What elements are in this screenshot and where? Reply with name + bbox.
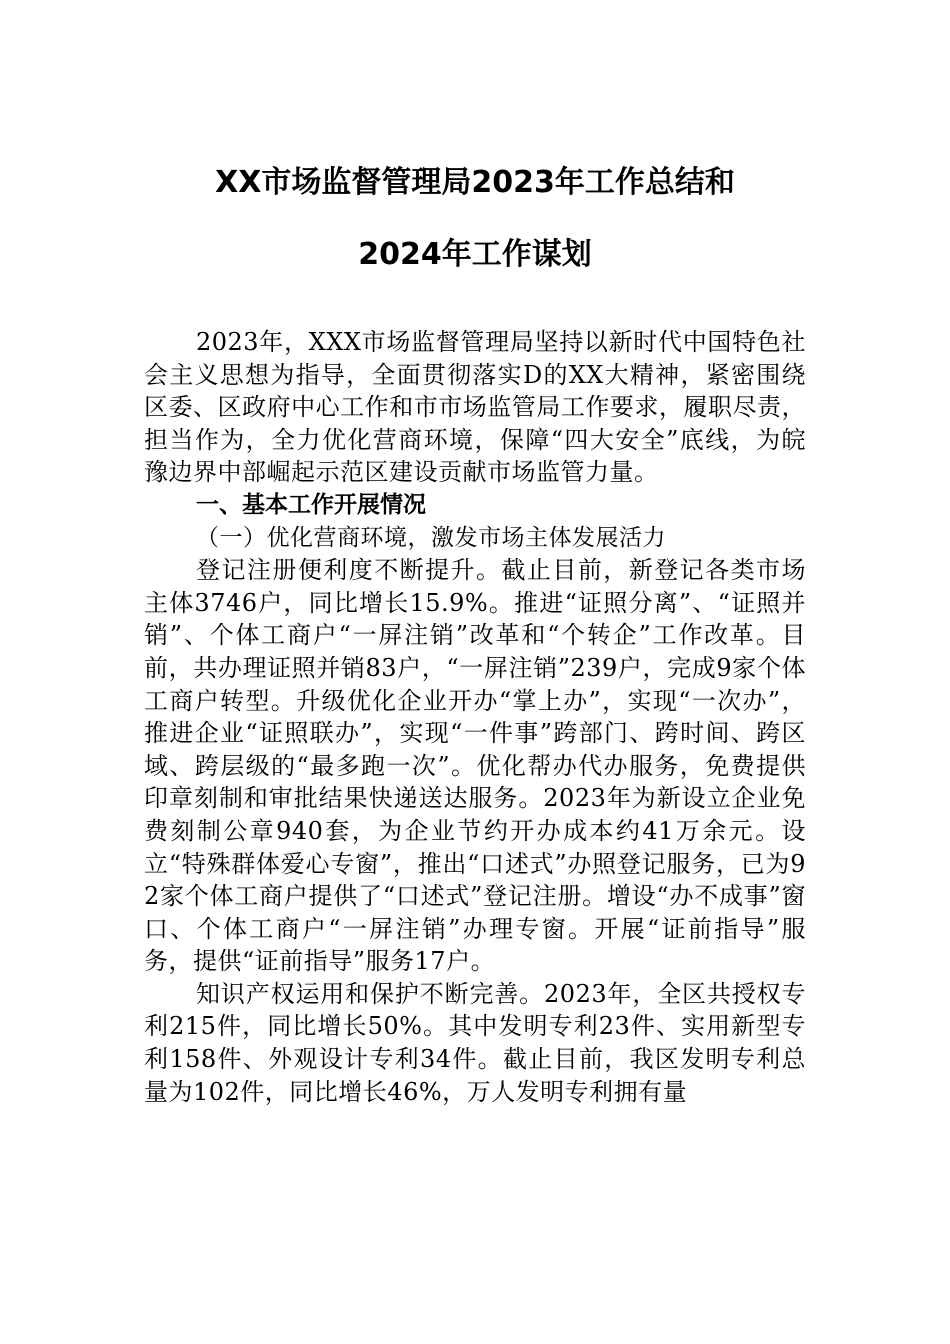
document-body	[144, 326, 806, 1108]
subsection1-heading: （一）优化营商环境，激发市场主体发展活力	[196, 524, 666, 551]
document-title-line2: 2024年工作谋划	[358, 237, 592, 272]
document-title-line1: XX市场监督管理局2023年工作总结和	[215, 165, 735, 200]
section1-heading: 一、基本工作开展情况	[196, 491, 426, 518]
intro-paragraph: 2023年，XXX市场监督管理局坚持以新时代中国特色社会主义思想为指导，全面贯彻落实D的XX大精神，紧密围绕区委、区政府中心工作和市市场监管局工作要求，履职尽责，担当作为，全力优化营商环境，保障“四大安全”底线，为皖豫边界中部崛起示范区建设贡献市场监管力量。	[144, 328, 806, 487]
registration-paragraph: 登记注册便利度不断提升。截止目前，新登记各类市场主体3746户，同比增长15.9%。推进“证照分离”、“证照并销”、个体工商户“一屏注销”改革和“个转企”工作改革。目前，共办理证照并销83户，“一屏注销”239户，完成9家个体工商户转型。升级优化企业开办“掌上办”，实现“一次办”，推进企业“证照联办”，实现“一件事”跨部门、跨时间、跨区域、跨层级的“最多跑一次”。优化帮办代办服务，免费提供印章刻制和审批结果快递送达服务。2023年为新设立企业免费刻制公章940套，为企业节约开办成本约41万余元。设立“特殊群体爱心专窗”，推出“口述式”办照登记服务，已为92家个体工商户提供了“口述式”登记注册。增设“办不成事”窗口、个体工商户“一屏注销”办理专窗。开展“证前指导”服务，提供“证前指导”服务17户。	[144, 556, 806, 976]
ip-paragraph: 知识产权运用和保护不断完善。2023年，全区共授权专利215件，同比增长50%。其中发明专利23件、实用新型专利158件、外观设计专利34件。截止目前，我区发明专利总量为102件，同比增长46%，万人发明专利拥有量	[144, 979, 806, 1106]
